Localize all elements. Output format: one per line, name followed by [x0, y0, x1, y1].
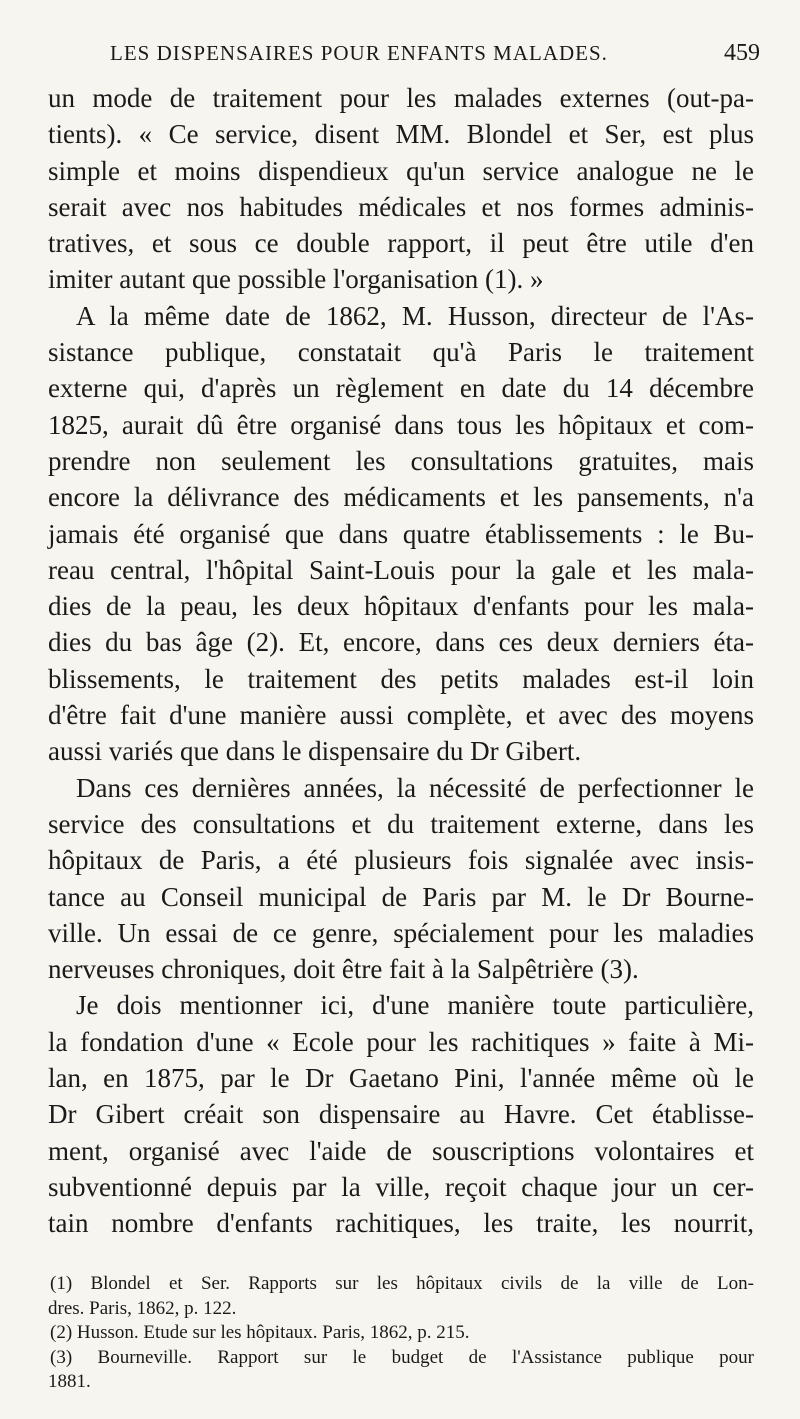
- text-line: sistance publique, constatait qu'à Paris le traitement: [48, 337, 754, 368]
- text-line: imiter autant que possible l'organisation (1). »: [48, 264, 544, 295]
- text-line: jamais été organisé que dans quatre établissements : le Bu-: [48, 518, 754, 549]
- running-title: LES DISPENSAIRES POUR ENFANTS MALADES.: [110, 41, 608, 65]
- footnote-line: (2) Husson. Etude sur les hôpitaux. Paris, 1862, p. 215.: [50, 1322, 470, 1343]
- footnote-line: dres. Paris, 1862, p. 122.: [48, 1297, 237, 1319]
- paragraph: [48, 298, 754, 770]
- page-number: 459: [724, 40, 760, 66]
- text-line: d'être fait d'une manière aussi complète, et avec des moyens: [48, 700, 754, 731]
- text-line: aussi variés que dans le dispensaire du Dr Gibert.: [48, 736, 582, 767]
- body-text: [48, 80, 754, 1242]
- text-line: service des consultations et du traitement externe, dans les: [48, 808, 754, 839]
- text-line: blissements, le traitement des petits malades est-il loin: [48, 663, 754, 694]
- page-header: [110, 40, 760, 70]
- footnote: [48, 1321, 754, 1346]
- text-line: nerveuses chroniques, doit être fait à la Salpêtrière (3).: [48, 954, 639, 985]
- text-line: serait avec nos habitudes médicales et nos formes adminis-: [48, 191, 754, 222]
- text-line: lan, en 1875, par le Dr Gaetano Pini, l'année même où le: [48, 1063, 754, 1094]
- paragraph: [48, 770, 754, 988]
- footnote: [48, 1272, 754, 1321]
- footnote-line: (1) Blondel et Ser. Rapports sur les hôpitaux civils de la ville de Lon-: [50, 1273, 754, 1294]
- text-line: 1825, aurait dû être organisé dans tous les hôpitaux et com-: [48, 409, 754, 440]
- text-line: ville. Un essai de ce genre, spécialement pour les maladies: [48, 917, 754, 948]
- text-line: tients). « Ce service, disent MM. Blondel et Ser, est plus: [48, 119, 754, 150]
- text-line: prendre non seulement les consultations gratuites, mais: [48, 445, 754, 476]
- text-line: un mode de traitement pour les malades externes (out-pa-: [48, 83, 754, 113]
- text-line: Dr Gibert créait son dispensaire au Havre. Cet établisse-: [48, 1099, 754, 1130]
- text-line: dies du bas âge (2). Et, encore, dans ces deux derniers éta-: [48, 627, 754, 658]
- footnote-line: (3) Bourneville. Rapport sur le budget de l'Assistance publique pour: [50, 1346, 754, 1368]
- text-line: tance au Conseil municipal de Paris par M. le Dr Bourne-: [48, 881, 754, 912]
- text-line: dies de la peau, les deux hôpitaux d'enfants pour les mala-: [48, 591, 754, 622]
- text-line: ment, organisé avec l'aide de souscriptions volontaires et: [48, 1135, 754, 1166]
- text-line: la fondation d'une « Ecole pour les rachitiques » faite à Mi-: [48, 1026, 754, 1057]
- text-line: Je dois mentionner ici, d'une manière toute particulière,: [76, 990, 754, 1021]
- text-line: externe qui, d'après un règlement en date du 14 décembre: [48, 373, 754, 404]
- text-line: hôpitaux de Paris, a été plusieurs fois signalée avec insis-: [48, 845, 754, 876]
- text-line: Dans ces dernières années, la nécessité de perfectionner le: [76, 772, 754, 803]
- text-line: reau central, l'hôpital Saint-Louis pour la gale et les mala-: [48, 554, 754, 585]
- paragraph: [48, 80, 754, 298]
- text-line: tain nombre d'enfants rachitiques, les traite, les nourrit,: [48, 1208, 754, 1239]
- footnote-line: 1881.: [48, 1371, 91, 1392]
- footnote: [48, 1346, 754, 1395]
- text-line: A la même date de 1862, M. Husson, directeur de l'As-: [76, 300, 754, 331]
- footnotes: [48, 1272, 754, 1395]
- paragraph: [48, 987, 754, 1241]
- text-line: simple et moins dispendieux qu'un service analogue ne le: [48, 155, 754, 186]
- text-line: subventionné depuis par la ville, reçoit chaque jour un cer-: [48, 1171, 754, 1202]
- text-line: encore la délivrance des médicaments et les pansements, n'a: [48, 482, 754, 513]
- text-line: tratives, et sous ce double rapport, il peut être utile d'en: [48, 228, 754, 259]
